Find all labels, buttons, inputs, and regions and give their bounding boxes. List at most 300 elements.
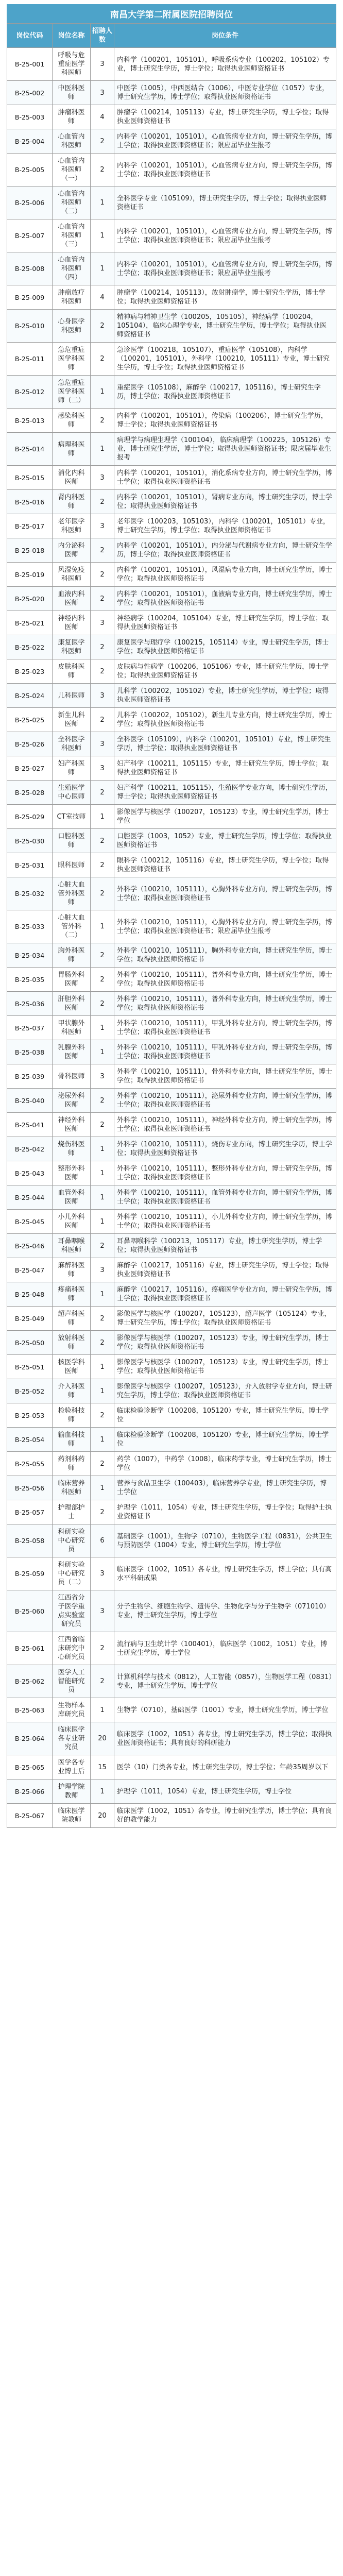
cell-name: 心血管内科医师（一） — [53, 154, 91, 187]
cell-code: B-25-031 — [7, 853, 53, 877]
cell-cond: 内科学（100201，105101），内分泌与代谢病专业方向，博士研究生学历，博士学位；取得执业医师资格证书 — [114, 538, 336, 563]
cell-code: B-25-007 — [7, 219, 53, 252]
cell-code: B-25-048 — [7, 1282, 53, 1307]
cell-cond: 药学（1007），中药学（1008），临床药学专业，博士研究生学历，博士学位 — [114, 1452, 336, 1476]
table-row — [7, 154, 336, 187]
table-row — [7, 1590, 336, 1632]
cell-count: 2 — [91, 1307, 114, 1331]
cell-code: B-25-008 — [7, 252, 53, 285]
cell-code: B-25-063 — [7, 1698, 53, 1722]
cell-name: 疼痛科医师 — [53, 1282, 91, 1307]
cell-name: 急危重症医学科医师（二） — [53, 376, 91, 409]
cell-code: B-25-002 — [7, 81, 53, 105]
cell-code: B-25-051 — [7, 1355, 53, 1379]
cell-name: 护理部护士 — [53, 1500, 91, 1524]
cell-name: 肿瘤科医师 — [53, 105, 91, 129]
table-row — [7, 1258, 336, 1282]
cell-name: 肾内科医师 — [53, 490, 91, 514]
table-row — [7, 1524, 336, 1557]
cell-code: B-25-055 — [7, 1452, 53, 1476]
cell-name: 介入科医师 — [53, 1379, 91, 1403]
cell-cond: 妇产科学（100211，105115），生殖医学专业方向，博士研究生学历，博士学位；取得执业医师资格证书 — [114, 781, 336, 805]
table-row — [7, 376, 336, 409]
cell-code: B-25-053 — [7, 1403, 53, 1428]
cell-count: 2 — [91, 1113, 114, 1137]
cell-count: 2 — [91, 1632, 114, 1665]
cell-cond: 急诊医学（100218，105107），重症医学（105108），内科学（100201，105101），外科学（100210，105111）专业，博士研究生学历，博士学位；取得执业医师资格证书 — [114, 343, 336, 376]
cell-cond: 内科学（100201，105101），风湿病专业方向，博士研究生学历，博士学位；取得执业医师资格证书 — [114, 563, 336, 587]
table-row — [7, 409, 336, 433]
cell-code: B-25-010 — [7, 310, 53, 343]
cell-count: 2 — [91, 409, 114, 433]
cell-cond: 外科学（100210，105111），神经外科专业方向，博士研究生学历，博士学位；取得执业医师资格证书 — [114, 1113, 336, 1137]
cell-name: 心血管内科医师 — [53, 129, 91, 154]
cell-name: CT室技师 — [53, 805, 91, 829]
cell-name: 麻醉科医师 — [53, 1258, 91, 1282]
cell-name: 核医学科医师 — [53, 1355, 91, 1379]
cell-cond: 外科学（100210，105111），心胸外科专业方向，博士研究生学历，博士学位；取得执业医师资格证书 — [114, 877, 336, 910]
table-row — [7, 48, 336, 81]
cell-code: B-25-067 — [7, 1804, 53, 1828]
cell-code: B-25-023 — [7, 659, 53, 684]
cell-cond: 精神病与精神卫生学（100205，105105），神经病学（100204，105104），临床心理学专业，博士研究生学历，博士学位；取得执业医师资格证书 — [114, 310, 336, 343]
header-count: 招聘人数 — [91, 24, 114, 48]
cell-cond: 耳鼻咽喉科学（100213，105117）专业，博士研究生学历，博士学位；取得执业医师资格证书 — [114, 1234, 336, 1258]
table-row — [7, 187, 336, 219]
cell-code: B-25-017 — [7, 514, 53, 538]
cell-count: 1 — [91, 805, 114, 829]
cell-cond: 外科学（100210，105111），普外科专业方向，博士研究生学历，博士学位；取得执业医师资格证书 — [114, 992, 336, 1016]
cell-count: 2 — [91, 310, 114, 343]
cell-count: 3 — [91, 466, 114, 490]
cell-count: 6 — [91, 1524, 114, 1557]
cell-count: 3 — [91, 684, 114, 708]
cell-name: 超声科医师 — [53, 1307, 91, 1331]
cell-count: 1 — [91, 1282, 114, 1307]
table-row — [7, 1452, 336, 1476]
cell-code: B-25-037 — [7, 1016, 53, 1040]
cell-cond: 内科学（100201，105101），心血管病专业方向，博士研究生学历，博士学位；取得执业医师资格证书；限应届毕业生报考 — [114, 219, 336, 252]
cell-code: B-25-026 — [7, 732, 53, 756]
cell-count: 2 — [91, 781, 114, 805]
cell-name: 胃肠外科医师 — [53, 968, 91, 992]
table-row — [7, 1089, 336, 1113]
cell-count: 1 — [91, 1428, 114, 1452]
page-title: 南昌大学第二附属医院招聘岗位 — [7, 4, 336, 23]
cell-code: B-25-005 — [7, 154, 53, 187]
cell-cond: 内科学（100201，105101），血液病专业方向，博士研究生学历，博士学位；取得执业医师资格证书 — [114, 587, 336, 611]
cell-cond: 基础医学（1001），生物学（0710），生物医学工程（0831），公共卫生与预防医学（1004）专业，博士研究生学历，博士学位 — [114, 1524, 336, 1557]
cell-count: 2 — [91, 943, 114, 968]
cell-cond: 影像医学与核医学（100207，105123）专业，博士研究生学历，博士学位；取得执业医师资格证书 — [114, 1355, 336, 1379]
cell-cond: 肿瘤学（100214，105113）专业，博士研究生学历，博士学位；取得执业医师资格证书 — [114, 105, 336, 129]
table-row — [7, 805, 336, 829]
cell-cond: 儿科学（100202，105102）专业，博士研究生学历，博士学位；取得执业医师资格证书 — [114, 684, 336, 708]
cell-code: B-25-041 — [7, 1113, 53, 1137]
cell-code: B-25-015 — [7, 466, 53, 490]
cell-count: 3 — [91, 48, 114, 81]
cell-name: 老年医学科医师 — [53, 514, 91, 538]
cell-count: 1 — [91, 910, 114, 943]
cell-name: 江西省临床研究中心研究员 — [53, 1632, 91, 1665]
cell-name: 风湿免疫科医师 — [53, 563, 91, 587]
cell-count: 2 — [91, 1234, 114, 1258]
cell-code: B-25-056 — [7, 1476, 53, 1500]
cell-name: 临床营养科医师 — [53, 1476, 91, 1500]
cell-cond: 康复医学与理疗学（100215，105114）专业，博士研究生学历，博士学位；取得执业医师资格证书 — [114, 635, 336, 659]
table-row — [7, 1500, 336, 1524]
cell-cond: 临床检验诊断学（100208，105120）专业，博士研究生学历，博士学位 — [114, 1428, 336, 1452]
header-cond: 岗位条件 — [114, 24, 336, 48]
cell-count: 2 — [91, 154, 114, 187]
cell-name: 临床医学院教师 — [53, 1804, 91, 1828]
cell-name: 血管外科医师 — [53, 1185, 91, 1210]
cell-cond: 内科学（100201，105101），呼吸系病专业（100202，105102）专业，博士研究生学历，博士学位；取得执业医师资格证书 — [114, 48, 336, 81]
cell-count: 3 — [91, 732, 114, 756]
table-row — [7, 1016, 336, 1040]
cell-code: B-25-043 — [7, 1161, 53, 1185]
table-row — [7, 1665, 336, 1698]
cell-count: 2 — [91, 343, 114, 376]
table-row — [7, 910, 336, 943]
cell-name: 科研实验中心研究员 — [53, 1524, 91, 1557]
cell-count: 2 — [91, 490, 114, 514]
cell-name: 烧伤科医师 — [53, 1137, 91, 1161]
cell-count: 1 — [91, 219, 114, 252]
cell-code: B-25-030 — [7, 829, 53, 853]
table-row — [7, 587, 336, 611]
cell-name: 康复医学科医师 — [53, 635, 91, 659]
cell-name: 消化内科医师 — [53, 466, 91, 490]
cell-cond: 外科学（100210，105111），骨外科专业方向，博士研究生学历，博士学位；取得执业医师资格证书 — [114, 1064, 336, 1089]
cell-count: 1 — [91, 252, 114, 285]
cell-name: 眼科医师 — [53, 853, 91, 877]
table-row — [7, 219, 336, 252]
header-name: 岗位名称 — [53, 24, 91, 48]
cell-cond: 外科学（100210，105111），烧伤专业方向，博士研究生学历，博士学位；取得执业医师资格证书 — [114, 1137, 336, 1161]
cell-name: 药剂科药师 — [53, 1452, 91, 1476]
cell-code: B-25-024 — [7, 684, 53, 708]
cell-code: B-25-003 — [7, 105, 53, 129]
cell-cond: 内科学（100201，105101），肾病专业方向，博士研究生学历，博士学位；取得执业医师资格证书 — [114, 490, 336, 514]
cell-count: 1 — [91, 1016, 114, 1040]
cell-code: B-25-034 — [7, 943, 53, 968]
cell-count: 1 — [91, 187, 114, 219]
table-row — [7, 732, 336, 756]
cell-count: 3 — [91, 1258, 114, 1282]
table-row — [7, 1780, 336, 1804]
cell-count: 2 — [91, 1089, 114, 1113]
header-row — [7, 24, 336, 48]
cell-code: B-25-001 — [7, 48, 53, 81]
cell-code: B-25-064 — [7, 1722, 53, 1755]
cell-count: 3 — [91, 1064, 114, 1089]
cell-name: 心血管内科医师（三） — [53, 219, 91, 252]
table-row — [7, 968, 336, 992]
cell-count: 3 — [91, 756, 114, 781]
cell-count: 3 — [91, 1557, 114, 1590]
cell-cond: 口腔医学（1003，1052）专业，博士研究生学历，博士学位；取得执业医师资格证书 — [114, 829, 336, 853]
cell-count: 20 — [91, 1804, 114, 1828]
table-row — [7, 781, 336, 805]
cell-count: 1 — [91, 1698, 114, 1722]
cell-cond: 皮肤病与性病学（100206，105106）专业，博士研究生学历，博士学位；取得执业医师资格证书 — [114, 659, 336, 684]
table-row — [7, 1282, 336, 1307]
cell-count: 1 — [91, 1161, 114, 1185]
cell-code: B-25-058 — [7, 1524, 53, 1557]
cell-cond: 临床医学（1002，1051）各专业，博士研究生学历，博士学位；具有良好的教学能力 — [114, 1804, 336, 1828]
cell-name: 甲状腺外科医师 — [53, 1016, 91, 1040]
cell-code: B-25-014 — [7, 433, 53, 466]
cell-count: 1 — [91, 433, 114, 466]
cell-name: 胸外科医师 — [53, 943, 91, 968]
table-row — [7, 708, 336, 732]
cell-cond: 内科学（100201，105101），心血管病专业方向，博士研究生学历，博士学位；取得执业医师资格证书 — [114, 154, 336, 187]
cell-name: 耳鼻咽喉科医师 — [53, 1234, 91, 1258]
cell-name: 心脏大血管外科医师 — [53, 877, 91, 910]
table-row — [7, 943, 336, 968]
cell-count: 15 — [91, 1755, 114, 1780]
cell-name: 心血管内科医师（四） — [53, 252, 91, 285]
cell-code: B-25-060 — [7, 1590, 53, 1632]
table-row — [7, 635, 336, 659]
cell-name: 骨科医师 — [53, 1064, 91, 1089]
table-row — [7, 490, 336, 514]
cell-code: B-25-035 — [7, 968, 53, 992]
cell-cond: 老年医学（100203，105103），内科学（100201，105101）专业，博士研究生学历，博士学位；取得执业医师资格证书 — [114, 514, 336, 538]
cell-name: 新生儿科医师 — [53, 708, 91, 732]
cell-code: B-25-038 — [7, 1040, 53, 1064]
table-row — [7, 563, 336, 587]
cell-code: B-25-066 — [7, 1780, 53, 1804]
cell-cond: 神经病学（100204，105104）专业，博士研究生学历，博士学位；取得执业医师资格证书 — [114, 611, 336, 635]
table-row — [7, 1161, 336, 1185]
cell-cond: 外科学（100210，105111），普外科专业方向，博士研究生学历，博士学位；取得执业医师资格证书 — [114, 968, 336, 992]
cell-cond: 影像医学与核医学（100207，105123），介入放射学专业方向，博士研究生学历，博士学位；取得执业医师资格证书 — [114, 1379, 336, 1403]
table-row — [7, 611, 336, 635]
table-row — [7, 252, 336, 285]
cell-cond: 营养与食品卫生学（100403），临床营养学专业，博士研究生学历，博士学位 — [114, 1476, 336, 1500]
cell-count: 2 — [91, 853, 114, 877]
cell-cond: 全科医学专业（105109），博士研究生学历，博士学位；取得执业医师资格证书 — [114, 187, 336, 219]
table-row — [7, 1632, 336, 1665]
cell-code: B-25-029 — [7, 805, 53, 829]
cell-name: 泌尿外科医师 — [53, 1089, 91, 1113]
table-row — [7, 129, 336, 154]
cell-cond: 麻醉学（100217，105116）专业，博士研究生学历，博士学位；取得执业医师资格证书 — [114, 1258, 336, 1282]
cell-cond: 计算机科学与技术（0812），人工智能（0857），生物医学工程（0831）专业，博士研究生学历，博士学位 — [114, 1665, 336, 1698]
cell-name: 神经内科医师 — [53, 611, 91, 635]
cell-name: 临床医学各专业研究员 — [53, 1722, 91, 1755]
cell-code: B-25-062 — [7, 1665, 53, 1698]
table-row — [7, 992, 336, 1016]
cell-name: 护理学院教师 — [53, 1780, 91, 1804]
table-row — [7, 1804, 336, 1828]
cell-count: 2 — [91, 1665, 114, 1698]
cell-count: 20 — [91, 1722, 114, 1755]
table-row — [7, 1064, 336, 1089]
cell-count: 3 — [91, 81, 114, 105]
table-row — [7, 1113, 336, 1137]
cell-count: 3 — [91, 611, 114, 635]
cell-code: B-25-016 — [7, 490, 53, 514]
cell-name: 神经外科医师 — [53, 1113, 91, 1137]
cell-cond: 流行病与卫生统计学（100401），临床医学（1002，1051）专业，博士研究生学历，博士学位 — [114, 1632, 336, 1665]
cell-cond: 麻醉学（100217，105116），疼痛医学专业方向，博士研究生学历，博士学位；取得执业医师资格证书 — [114, 1282, 336, 1307]
cell-count: 1 — [91, 1137, 114, 1161]
cell-cond: 外科学（100210，105111），整形外科专业方向，博士研究生学历，博士学位；取得执业医师资格证书 — [114, 1161, 336, 1185]
cell-name: 江西省分子医学重点实验室研究员 — [53, 1590, 91, 1632]
cell-cond: 中医学（1005），中西医结合（1006），中医专业学位（1057）专业，博士研究生学历，博士学位；取得执业医师资格证书 — [114, 81, 336, 105]
cell-count: 1 — [91, 1040, 114, 1064]
table-row — [7, 433, 336, 466]
cell-count: 2 — [91, 968, 114, 992]
cell-code: B-25-059 — [7, 1557, 53, 1590]
cell-cond: 影像医学与核医学（100207，105123）专业，博士研究生学历，博士学位；取得执业医师资格证书 — [114, 1331, 336, 1355]
cell-count: 1 — [91, 1355, 114, 1379]
cell-code: B-25-050 — [7, 1331, 53, 1355]
cell-cond: 妇产科学（100211，105115）专业，博士研究生学历，博士学位；取得执业医师资格证书 — [114, 756, 336, 781]
cell-cond: 重症医学（105108），麻醉学（100217，105116），博士研究生学历，博士学位；取得执业医师资格证书 — [114, 376, 336, 409]
cell-count: 2 — [91, 877, 114, 910]
cell-code: B-25-013 — [7, 409, 53, 433]
table-row — [7, 877, 336, 910]
cell-cond: 内科学（100201，105101），心血管病专业方向，博士研究生学历，博士学位；取得执业医师资格证书；限应届毕业生报考 — [114, 252, 336, 285]
cell-code: B-25-049 — [7, 1307, 53, 1331]
table-row — [7, 514, 336, 538]
cell-cond: 内科学（100201，105101），消化系病专业方向，博士研究生学历，博士学位；取得执业医师资格证书 — [114, 466, 336, 490]
cell-count: 4 — [91, 285, 114, 310]
cell-name: 中医科医师 — [53, 81, 91, 105]
table-row — [7, 1185, 336, 1210]
cell-count: 1 — [91, 1185, 114, 1210]
table-row — [7, 1476, 336, 1500]
cell-name: 妇产科医师 — [53, 756, 91, 781]
cell-code: B-25-039 — [7, 1064, 53, 1089]
cell-name: 科研实验中心研究员（二） — [53, 1557, 91, 1590]
cell-cond: 外科学（100210，105111），小儿外科专业方向，博士研究生学历，博士学位；取得执业医师资格证书 — [114, 1210, 336, 1234]
cell-code: B-25-025 — [7, 708, 53, 732]
table-row — [7, 1137, 336, 1161]
cell-cond: 护理学（1011，1054）专业，博士研究生学历，博士学位；取得护士执业资格证书 — [114, 1500, 336, 1524]
cell-name: 内分泌科医师 — [53, 538, 91, 563]
cell-code: B-25-009 — [7, 285, 53, 310]
cell-name: 儿科医师 — [53, 684, 91, 708]
cell-code: B-25-018 — [7, 538, 53, 563]
cell-count: 2 — [91, 1403, 114, 1428]
table-row — [7, 105, 336, 129]
cell-name: 呼吸与危重症医学科医师 — [53, 48, 91, 81]
table-body — [7, 48, 336, 1828]
cell-cond: 外科学（100210，105111），甲乳外科专业方向，博士研究生学历，博士学位；取得执业医师资格证书 — [114, 1040, 336, 1064]
cell-count: 2 — [91, 829, 114, 853]
table-row — [7, 1307, 336, 1331]
cell-code: B-25-040 — [7, 1089, 53, 1113]
cell-code: B-25-012 — [7, 376, 53, 409]
cell-name: 感染科医师 — [53, 409, 91, 433]
cell-cond: 全科医学（105109），内科学（100201，105101）专业，博士研究生学历，博士学位；取得执业医师资格证书 — [114, 732, 336, 756]
cell-name: 整形外科医师 — [53, 1161, 91, 1185]
cell-name: 放射科医师 — [53, 1331, 91, 1355]
table-row — [7, 1234, 336, 1258]
cell-name: 生殖医学中心医师 — [53, 781, 91, 805]
cell-code: B-25-019 — [7, 563, 53, 587]
cell-code: B-25-057 — [7, 1500, 53, 1524]
cell-code: B-25-046 — [7, 1234, 53, 1258]
table-row — [7, 1210, 336, 1234]
cell-code: B-25-045 — [7, 1210, 53, 1234]
cell-name: 口腔科医师 — [53, 829, 91, 853]
cell-code: B-25-004 — [7, 129, 53, 154]
cell-code: B-25-036 — [7, 992, 53, 1016]
table-row — [7, 1040, 336, 1064]
cell-cond: 病理学与病理生理学（100104），临床病理学（100225，105126）专业，博士研究生学历，博士学位；取得执业医师资格证书；限应届毕业生报考 — [114, 433, 336, 466]
cell-code: B-25-054 — [7, 1428, 53, 1452]
table-row — [7, 1698, 336, 1722]
cell-name: 输血科技师 — [53, 1428, 91, 1452]
cell-name: 病理科医师 — [53, 433, 91, 466]
cell-count: 1 — [91, 1780, 114, 1804]
table-row — [7, 756, 336, 781]
cell-count: 3 — [91, 514, 114, 538]
cell-count: 2 — [91, 1500, 114, 1524]
cell-cond: 护理学（1011，1054）专业，博士研究生学历，博士学位 — [114, 1780, 336, 1804]
cell-cond: 内科学（100201，105101），心血管病专业方向，博士研究生学历，博士学位；取得执业医师资格证书；限应届毕业生报考 — [114, 129, 336, 154]
cell-count: 1 — [91, 1379, 114, 1403]
cell-cond: 临床检验诊断学（100208，105120）专业，博士研究生学历，博士学位 — [114, 1403, 336, 1428]
cell-count: 4 — [91, 105, 114, 129]
cell-count: 1 — [91, 1476, 114, 1500]
cell-code: B-25-033 — [7, 910, 53, 943]
table-row — [7, 81, 336, 105]
table-row — [7, 466, 336, 490]
table-row — [7, 1557, 336, 1590]
cell-cond: 儿科学（100202，105102），新生儿专业方向，博士研究生学历，博士学位；取得执业医师资格证书 — [114, 708, 336, 732]
cell-cond: 外科学（100210，105111），泌尿外科专业方向，博士研究生学历，博士学位；取得执业医师资格证书 — [114, 1089, 336, 1113]
cell-count: 2 — [91, 129, 114, 154]
cell-count: 2 — [91, 659, 114, 684]
table-row — [7, 1331, 336, 1355]
cell-code: B-25-065 — [7, 1755, 53, 1780]
cell-code: B-25-047 — [7, 1258, 53, 1282]
cell-count: 2 — [91, 1452, 114, 1476]
table-header — [7, 24, 336, 48]
cell-cond: 临床医学（1002，1051）各专业，博士研究生学历，博士学位；具有高水平科研成果 — [114, 1557, 336, 1590]
cell-name: 心身医学科医师 — [53, 310, 91, 343]
table-row — [7, 310, 336, 343]
cell-count: 2 — [91, 992, 114, 1016]
table-row — [7, 659, 336, 684]
cell-code: B-25-027 — [7, 756, 53, 781]
cell-name: 医学人工智能研究员 — [53, 1665, 91, 1698]
table-row — [7, 1355, 336, 1379]
table-row — [7, 285, 336, 310]
cell-name: 医学各专业博士后 — [53, 1755, 91, 1780]
cell-name: 心脏大血管外科（二） — [53, 910, 91, 943]
table-row — [7, 538, 336, 563]
cell-cond: 生物学（0710），基础医学（1001）专业，博士研究生学历，博士学位 — [114, 1698, 336, 1722]
cell-count: 1 — [91, 1210, 114, 1234]
table-row — [7, 684, 336, 708]
cell-count: 3 — [91, 1590, 114, 1632]
cell-cond: 外科学（100210，105111），胸外科专业方向，博士研究生学历，博士学位；取得执业医师资格证书 — [114, 943, 336, 968]
header-code: 岗位代码 — [7, 24, 53, 48]
cell-name: 乳腺外科医师 — [53, 1040, 91, 1064]
cell-code: B-25-028 — [7, 781, 53, 805]
cell-name: 急危重症医学科医师 — [53, 343, 91, 376]
cell-code: B-25-052 — [7, 1379, 53, 1403]
cell-name: 皮肤科医师 — [53, 659, 91, 684]
